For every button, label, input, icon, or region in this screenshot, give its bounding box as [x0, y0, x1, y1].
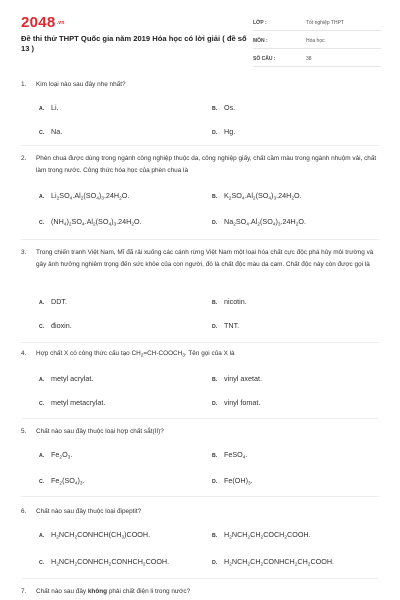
question-1	[21, 79, 379, 136]
option-letter: C.	[39, 324, 45, 330]
question-text-after: phải chất điện li trong nước?	[107, 588, 191, 595]
option-letter: B.	[212, 533, 218, 539]
option-text: Li.	[51, 103, 59, 112]
option-text: $H_2NCH_2CONHCH(CH_3)COOH$.	[51, 530, 151, 541]
option-a[interactable]	[39, 103, 59, 112]
option-letter: B.	[212, 106, 218, 112]
question-number: 7.	[21, 588, 27, 595]
divider	[21, 342, 379, 343]
option-text: metyl metacrylat.	[51, 398, 106, 407]
question-stem	[21, 586, 379, 598]
option-d[interactable]	[212, 127, 235, 136]
question-4	[21, 348, 379, 407]
option-text: Na.	[51, 127, 63, 136]
question-text: Chất nào sau đây thuộc loại hợp chất sắt(II)?	[36, 428, 164, 435]
option-b[interactable]	[212, 530, 311, 541]
option-text: $(NH_4)_2SO_4.Al_2(SO_4)_3.24H_2O$.	[51, 217, 142, 228]
meta-row-class	[253, 17, 381, 31]
option-text: vinyl fomat.	[224, 398, 261, 407]
option-a[interactable]	[39, 450, 72, 461]
option-b[interactable]	[212, 374, 262, 383]
option-letter: A.	[39, 453, 45, 459]
option-b[interactable]	[212, 297, 247, 306]
option-letter: B.	[212, 453, 218, 459]
question-number: 4.	[21, 350, 27, 357]
option-text: $Li_2SO_4.Al_2(SO_4)_3.24H_2O$.	[51, 191, 130, 202]
option-d[interactable]	[212, 557, 334, 568]
option-letter: C.	[39, 220, 45, 226]
site-logo[interactable]	[21, 14, 65, 31]
question-text: Chất nào sau đây thuộc loại đipeptit?	[36, 508, 142, 515]
option-letter: C.	[39, 401, 45, 407]
option-text: $Fe_2(SO_4)_3$.	[51, 476, 85, 487]
option-text: Os.	[224, 103, 236, 112]
meta-row-subject	[253, 35, 381, 49]
divider	[21, 496, 379, 497]
option-d[interactable]	[212, 476, 253, 487]
option-letter: A.	[39, 194, 45, 200]
question-text: Kim loại nào sau đây nhẹ nhất?	[36, 81, 126, 88]
option-letter: D.	[212, 220, 218, 226]
question-3	[21, 247, 379, 330]
option-text: metyl acrylat.	[51, 374, 94, 383]
option-b[interactable]	[212, 450, 247, 461]
question-number: 5.	[21, 428, 27, 435]
option-c[interactable]	[39, 127, 62, 136]
divider	[21, 578, 379, 579]
question-6	[21, 506, 379, 568]
option-d[interactable]	[212, 321, 239, 330]
divider	[21, 145, 379, 146]
document-meta	[253, 17, 381, 71]
question-stem	[21, 426, 379, 438]
option-text: vinyl axetat.	[224, 374, 262, 383]
option-letter: B.	[212, 377, 218, 383]
option-letter: D.	[212, 130, 218, 136]
question-number: 6.	[21, 508, 27, 515]
question-text: Phèn chua được dùng trong ngành công nghiệp thuộc da, công nghiệp giấy, chất cầm màu trong ngành nhuộm vải, chất làm trong nước. Công thức hóa học của phèn chua là	[36, 155, 377, 174]
option-a[interactable]	[39, 297, 67, 306]
option-letter: D.	[212, 401, 218, 407]
option-d[interactable]	[212, 217, 306, 228]
option-text: $K_2SO_4.Al_2(SO_4)_3.24H_2O$.	[224, 191, 302, 202]
question-text: Hợp chất X có công thức cấu tạo $CH_2=CH-COOCH_3$. Tên gọi của X là	[36, 350, 235, 359]
question-number: 3.	[21, 249, 27, 256]
option-text: DDT.	[51, 297, 67, 306]
option-text: đioxin.	[51, 321, 72, 330]
option-letter: B.	[212, 194, 218, 200]
option-c[interactable]	[39, 321, 72, 330]
question-text: Trong chiến tranh Việt Nam, Mĩ đã rải xuống các cánh rừng Việt Nam một loại hóa chất cực độc phá hủy môi trường và gây ảnh hưởng nghiêm trọng đến sức khỏe của con người, đó là chất độc màu da cam. Chất độc này còn được gọi là	[36, 249, 374, 268]
option-letter: D.	[212, 560, 218, 566]
question-text-emphasis: không	[87, 588, 108, 595]
meta-label: SỐ CÂU :	[253, 56, 276, 62]
divider	[21, 239, 379, 240]
option-b[interactable]	[212, 103, 235, 112]
option-a[interactable]	[39, 374, 93, 383]
option-letter: A.	[39, 300, 45, 306]
meta-value: Tốt nghiệp THPT	[306, 20, 344, 26]
question-text-before: Chất nào sau đây	[36, 588, 88, 595]
question-2	[21, 153, 379, 228]
option-letter: C.	[39, 130, 45, 136]
meta-label: MÔN :	[253, 38, 268, 44]
option-letter: C.	[39, 560, 45, 566]
option-letter: D.	[212, 324, 218, 330]
page-header	[21, 14, 381, 64]
option-text: Hg.	[224, 127, 236, 136]
option-d[interactable]	[212, 398, 260, 407]
meta-row-count	[253, 53, 381, 67]
option-c[interactable]	[39, 476, 85, 487]
document-title: Đề thi thử THPT Quốc gia năm 2019 Hóa học có lời giải ( đề số 13 )	[21, 34, 247, 53]
option-c[interactable]	[39, 557, 169, 568]
option-c[interactable]	[39, 398, 105, 407]
option-text: $Na_2SO_4.Al_2(SO_4)_3.24H_2O$.	[224, 217, 306, 228]
question-stem	[21, 153, 379, 177]
option-text: $Fe_2O_3$.	[51, 450, 73, 461]
question-stem	[21, 247, 379, 271]
option-text: nicotin.	[224, 297, 247, 306]
question-stem	[21, 506, 379, 518]
question-stem	[21, 348, 379, 363]
logo-main: 2048	[21, 14, 56, 31]
divider	[21, 418, 379, 419]
meta-value: Hóa học	[306, 38, 325, 44]
option-text: TNT.	[224, 321, 240, 330]
option-letter: C.	[39, 479, 45, 485]
option-a[interactable]	[39, 530, 150, 541]
option-text: $H_2NCH_2CH_2COCH_2COOH$.	[224, 530, 311, 541]
question-stem	[21, 79, 379, 91]
option-text: FeSO$_4$.	[224, 450, 248, 461]
option-letter: A.	[39, 377, 45, 383]
question-5	[21, 426, 379, 487]
option-letter: B.	[212, 300, 218, 306]
option-letter: A.	[39, 106, 45, 112]
meta-label: LỚP :	[253, 20, 267, 26]
question-7	[21, 586, 379, 598]
option-text: $Fe(OH)_3$.	[224, 476, 253, 487]
option-b[interactable]	[212, 191, 302, 202]
option-a[interactable]	[39, 191, 129, 202]
option-text: $H_2NCH_2CH_2CONHCH_2CH_2COOH$.	[224, 557, 335, 568]
logo-suffix: .vn	[56, 20, 65, 27]
option-c[interactable]	[39, 217, 142, 228]
option-text: $H_2NCH_2CONHCH_2CONHCH_2COOH$.	[51, 557, 170, 568]
question-number: 1.	[21, 81, 27, 88]
option-letter: D.	[212, 479, 218, 485]
question-number: 2.	[21, 155, 27, 162]
option-letter: A.	[39, 533, 45, 539]
meta-value: 38	[306, 56, 312, 62]
